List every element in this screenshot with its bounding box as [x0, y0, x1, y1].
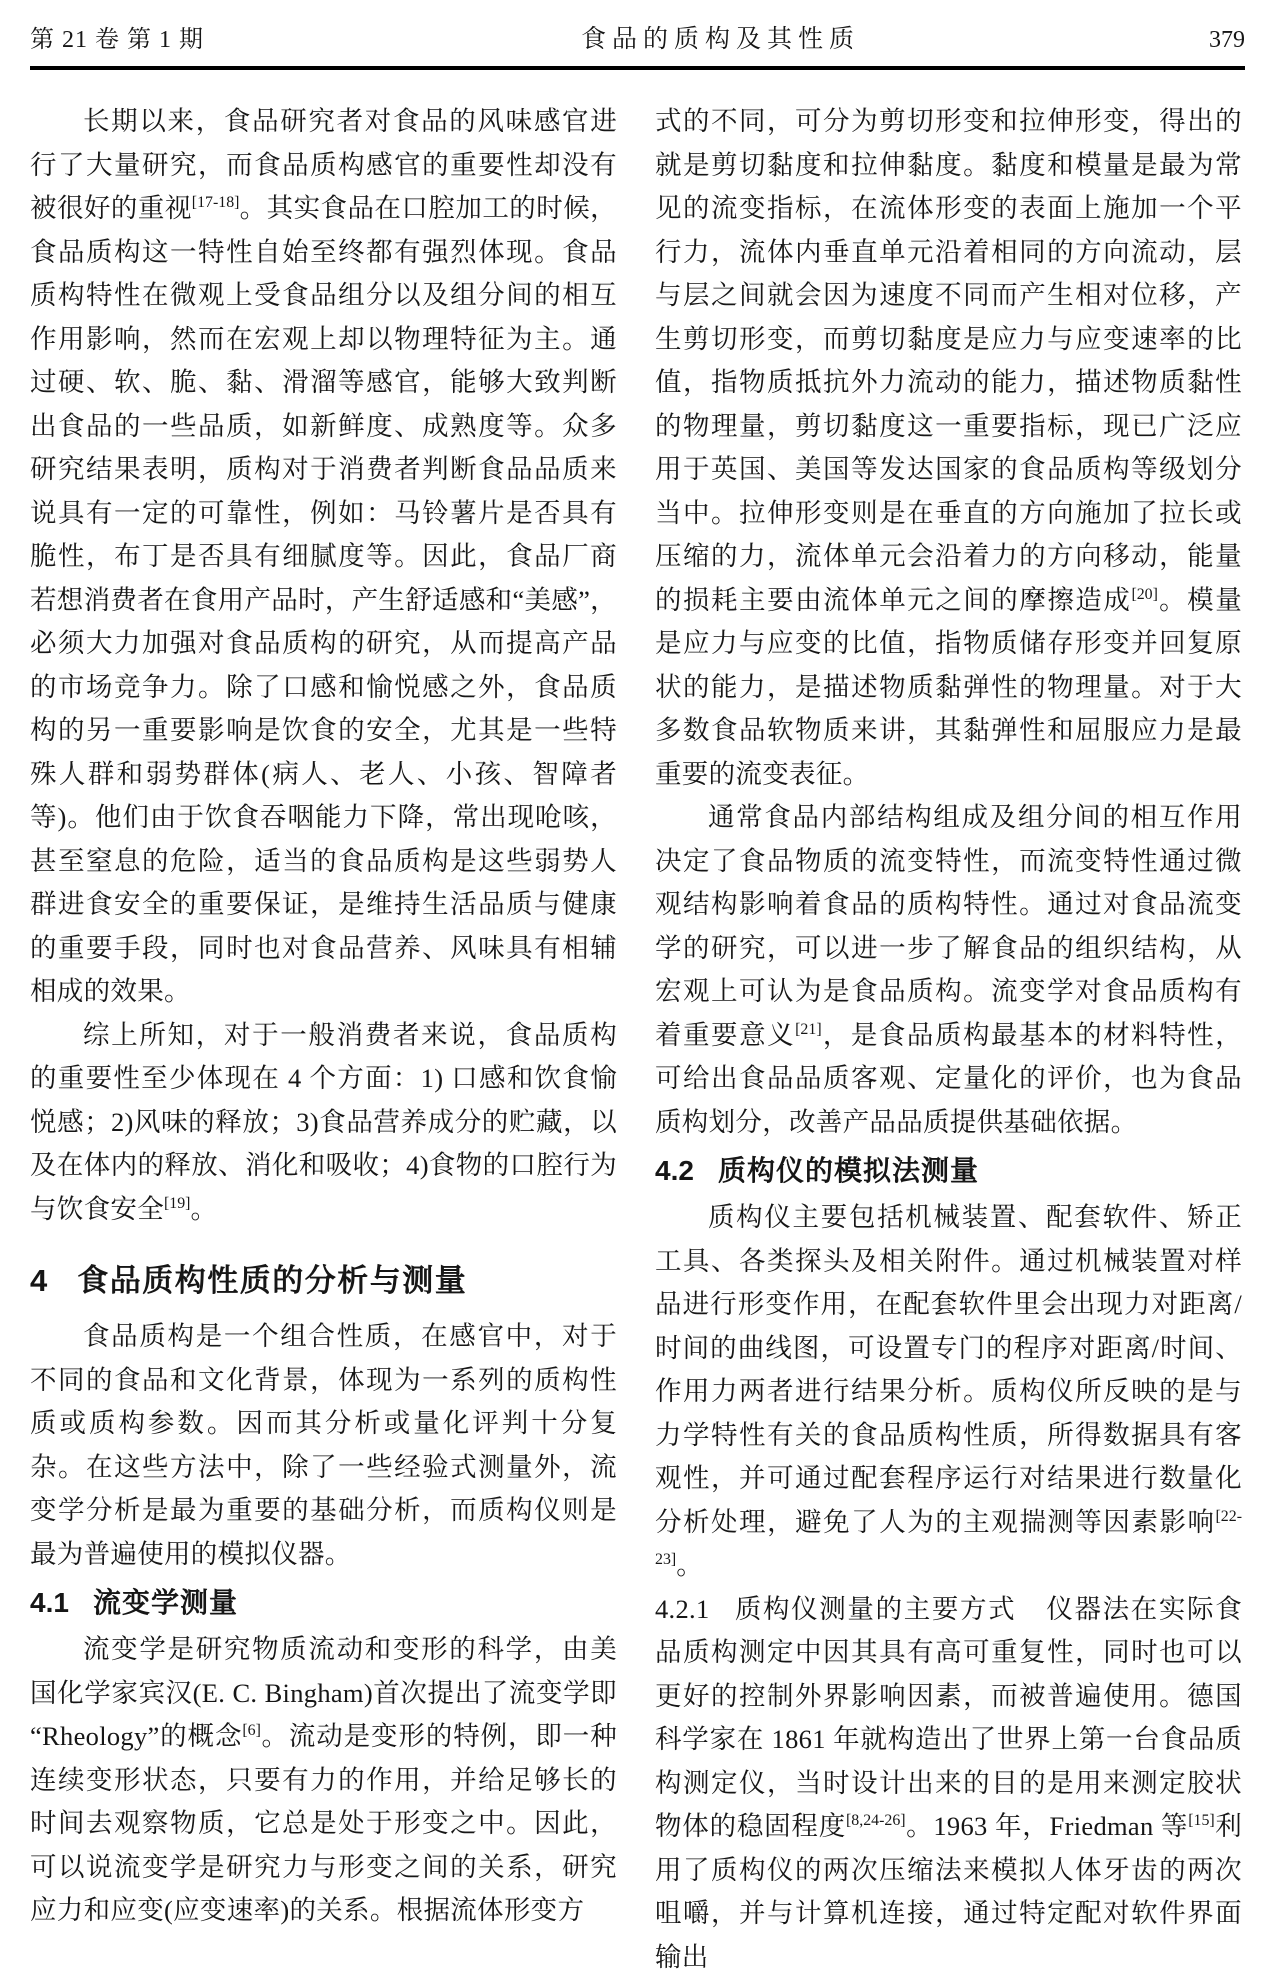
column-right	[655, 100, 1242, 1979]
run-in-heading-title: 质构仪测量的主要方式	[734, 1594, 1017, 1624]
column-left	[30, 100, 617, 1979]
reference-marker: [20]	[1131, 586, 1157, 603]
reference-marker: [15]	[1188, 1812, 1214, 1829]
journal-volume-issue: 第 21 卷 第 1 期	[30, 26, 204, 54]
section-title: 流变学测量	[93, 1587, 238, 1618]
section-title: 食品质构性质的分析与测量	[77, 1263, 467, 1298]
reference-marker: [22-23]	[655, 1508, 1242, 1569]
reference-marker: [21]	[795, 1021, 821, 1038]
header-rule	[30, 66, 1245, 70]
paragraph: 式的不同，可分为剪切形变和拉伸形变，得出的就是剪切黏度和拉伸黏度。黏度和模量是最为常见的流变指标，在流体形变的表面上施加一个平行力，流体内垂直单元沿着相同的方向流动，层与层之间就会因为速度不同而产生相对位移，产生剪切形变，而剪切黏度是应力与应变速率的比值，指物质抵抗外力流动的能力，描述物质黏性的物理量，剪切黏度这一重要指标，现已广泛应用于英国、美国等发达国家的食品质构等级划分当中。拉伸形变则是在垂直的方向施加了拉长或压缩的力，流体单元会沿着力的方向移动，能量的损耗主要由流体单元之间的摩擦造成[20]。模量是应力与应变的比值，指物质储存形变并回复原状的能力，是描述物质黏弹性的物理量。对于大多数食品软物质来讲，其黏弹性和屈服应力是最重要的流变表征。	[655, 100, 1242, 796]
section-heading-4.2	[655, 1152, 1242, 1190]
reference-marker: [6]	[242, 1722, 261, 1739]
article-body	[30, 100, 1245, 1979]
section-number: 4.2	[655, 1155, 694, 1186]
section-number: 4.1	[30, 1587, 69, 1618]
paragraph: 4.2.1 质构仪测量的主要方式 仪器法在实际食品质构测定中因其具有高可重复性，同时也可以更好的控制外界影响因素，而被普遍使用。德国科学家在 1861 年就构造出了世界上第一台食品质构测定仪，当时设计出来的目的是用来测定胶状物体的稳固程度[8,24-26]。1963 年，Friedman 等[15]利用了质构仪的两次压缩法来模拟人体牙齿的两次咀嚼，并与计算机连接，通过特定配对软件界面输出	[655, 1588, 1242, 1979]
section-heading-4.1	[30, 1584, 617, 1622]
paragraph: 长期以来，食品研究者对食品的风味感官进行了大量研究，而食品质构感官的重要性却没有被很好的重视[17-18]。其实食品在口腔加工的时候，食品质构这一特性自始至终都有强烈体现。食品质构特性在微观上受食品组分以及组分间的相互作用影响，然而在宏观上却以物理特征为主。通过硬、软、脆、黏、滑溜等感官，能够大致判断出食品的一些品质，如新鲜度、成熟度等。众多研究结果表明，质构对于消费者判断食品品质来说具有一定的可靠性，例如：马铃薯片是否具有脆性，布丁是否具有细腻度等。因此，食品厂商若想消费者在食用产品时，产生舒适感和“美感”，必须大力加强对食品质构的研究，从而提高产品的市场竞争力。除了口感和愉悦感之外，食品质构的另一重要影响是饮食的安全，尤其是一些特殊人群和弱势群体(病人、老人、小孩、智障者等)。他们由于饮食吞咽能力下降，常出现呛咳，甚至窒息的危险，适当的食品质构是这些弱势人群进食安全的重要保证，是维持生活品质与健康的重要手段，同时也对食品营养、风味具有相辅相成的效果。	[30, 100, 617, 1014]
run-in-heading-number: 4.2.1	[655, 1594, 710, 1624]
running-title: 食品的质构及其性质	[581, 26, 860, 54]
page-header	[30, 0, 1245, 54]
section-number: 4	[30, 1263, 47, 1298]
reference-marker: [19]	[164, 1195, 190, 1212]
section-title: 质构仪的模拟法测量	[718, 1155, 979, 1186]
paragraph: 食品质构是一个组合性质，在感官中，对于不同的食品和文化背景，体现为一系列的质构性质或质构参数。因而其分析或量化评判十分复杂。在这些方法中，除了一些经验式测量外，流变学分析是最为重要的基础分析，而质构仪则是最为普遍使用的模拟仪器。	[30, 1315, 617, 1576]
paragraph: 流变学是研究物质流动和变形的科学，由美国化学家宾汉(E. C. Bingham)首次提出了流变学即“Rheology”的概念[6]。流动是变形的特例，即一种连续变形状态，只要有力的作用，并给足够长的时间去观察物质，它总是处于形变之中。因此，可以说流变学是研究力与形变之间的关系，研究应力和应变(应变速率)的关系。根据流体形变方	[30, 1628, 617, 1933]
reference-marker: [8,24-26]	[846, 1812, 906, 1829]
section-heading-4	[30, 1261, 617, 1301]
paragraph: 综上所知，对于一般消费者来说，食品质构的重要性至少体现在 4 个方面：1) 口感和饮食愉悦感；2)风味的释放；3)食品营养成分的贮藏，以及在体内的释放、消化和吸收；4)食物的口腔行为与饮食安全[19]。	[30, 1014, 617, 1232]
paragraph: 质构仪主要包括机械装置、配套软件、矫正工具、各类探头及相关附件。通过机械装置对样品进行形变作用，在配套软件里会出现力对距离/时间的曲线图，可设置专门的程序对距离/时间、作用力两者进行结果分析。质构仪所反映的是与力学特性有关的食品质构性质，所得数据具有客观性，并可通过配套程序运行对结果进行数量化分析处理，避免了人为的主观揣测等因素影响[22-23]。	[655, 1196, 1242, 1588]
paragraph: 通常食品内部结构组成及组分间的相互作用决定了食品物质的流变特性，而流变特性通过微观结构影响着食品的质构特性。通过对食品流变学的研究，可以进一步了解食品的组织结构，从宏观上可认为是食品质构。流变学对食品质构有着重要意义[21]，是食品质构最基本的材料特性，可给出食品品质客观、定量化的评价，也为食品质构划分，改善产品品质提供基础依据。	[655, 796, 1242, 1144]
reference-marker: [17-18]	[192, 194, 240, 211]
page-number: 379	[1209, 26, 1245, 54]
